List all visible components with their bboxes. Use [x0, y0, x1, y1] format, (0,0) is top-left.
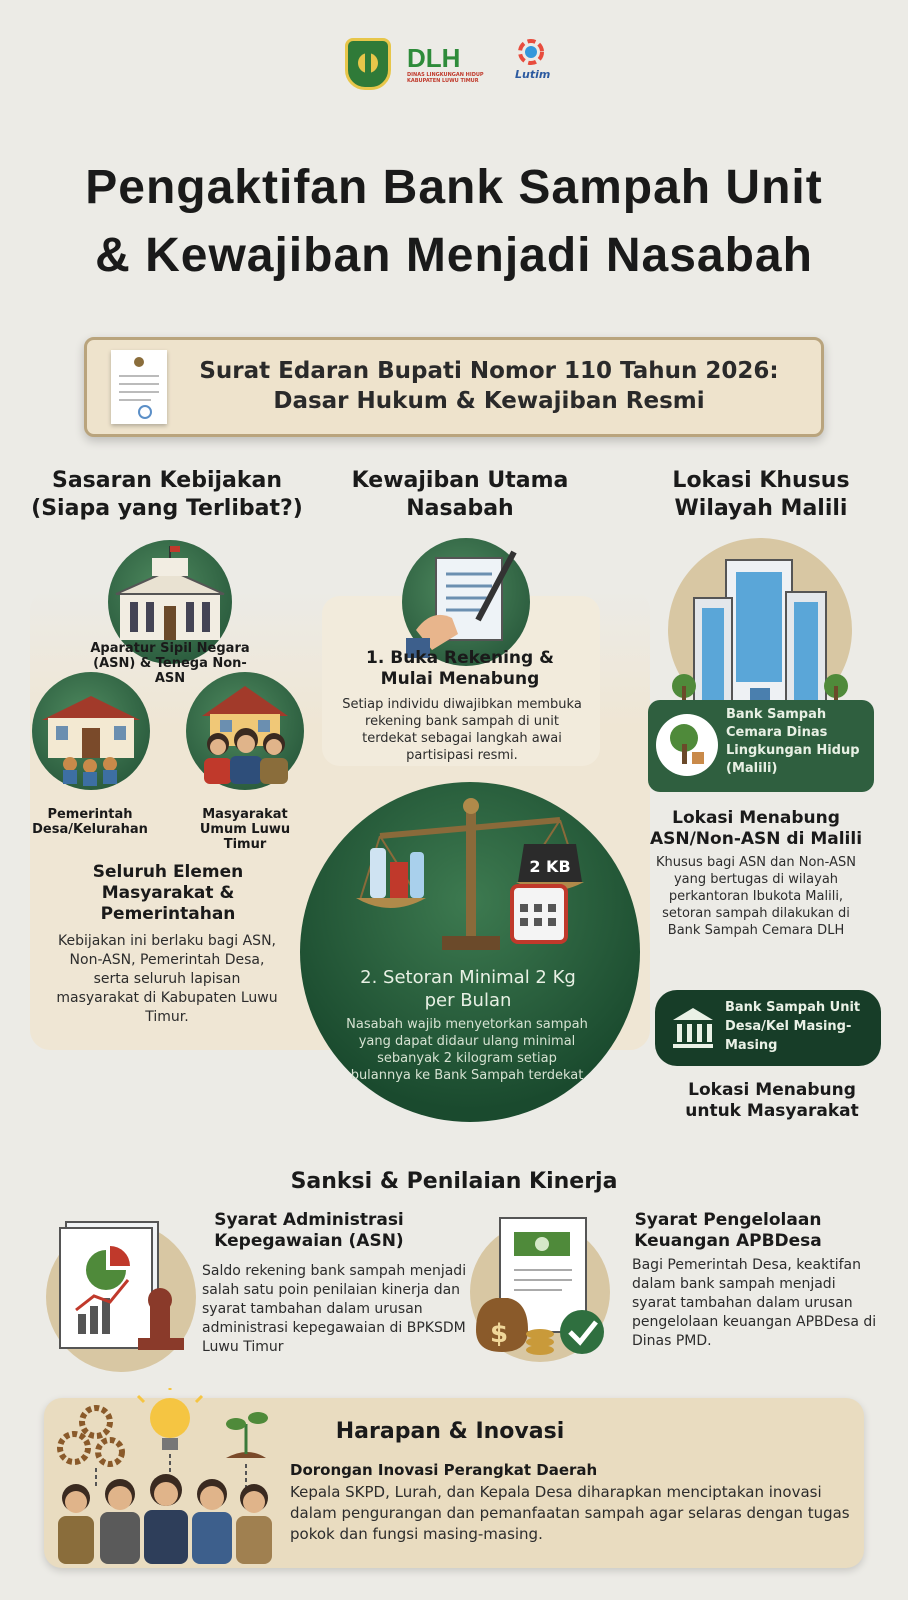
masyarakat-circle — [186, 672, 304, 790]
header-logos — [345, 36, 565, 94]
desa-label: Pemerintah Desa/Kelurahan — [32, 807, 148, 837]
harapan-sub: Dorongan Inovasi Perangkat Daerah — [290, 1461, 598, 1479]
svg-text:$: $ — [490, 1319, 509, 1349]
writing-form-icon — [402, 538, 530, 666]
bank-cemara-box — [648, 700, 874, 792]
left-heading: Sasaran Kebijakan (Siapa yang Terlibat?) — [31, 468, 303, 521]
title-line-2: & Kewajiban Menjadi Nasabah — [95, 229, 813, 282]
dlh-logo-subtext: DINAS LINGKUNGAN HIDUP KABUPATEN LUWU TIMUR — [407, 72, 484, 84]
right-sub-2: Lokasi Menabung untuk Masyarakat — [685, 1080, 859, 1121]
middle-heading: Kewajiban Utama Nasabah — [351, 468, 569, 521]
right-body-1: Khusus bagi ASN dan Non-ASN yang bertugas di wilayah perkantoran Ibukota Malili, setoran sampah dilakukan di Bank Sampah Cemara DLH — [656, 855, 856, 938]
banner-line-1: Surat Edaran Bupati Nomor 110 Tahun 2026: — [199, 358, 779, 384]
left-body: Kebijakan ini berlaku bagi ASN, Non-ASN, Pemerintah Desa, serta seluruh lapisan masyarakat di Kabupaten Luwu Timur. — [56, 933, 278, 1025]
banner-text — [179, 356, 799, 416]
bank-cemara-label: Bank Sampah Cemara Dinas Lingkungan Hidup (Malili) — [726, 707, 860, 776]
buka-rekening-circle — [402, 538, 530, 666]
asn-sanksi-title: Syarat Administrasi Kepegawaian (ASN) — [214, 1210, 404, 1251]
step1-title: 1. Buka Rekening & Mulai Menabung — [366, 648, 554, 689]
weight-label: 2 KB — [529, 857, 571, 876]
harapan-body: Kepala SKPD, Lurah, dan Kepala Desa diharapkan menciptakan inovasi dalam pengurangan dan pemanfaatan sampah agar selaras dengan tugas pokok dan fungsi masing-masing. — [290, 1483, 850, 1543]
desa-sanksi-body: Bagi Pemerintah Desa, keaktifan dalam bank sampah menjadi syarat tambahan dalam urusan pengelolaan keuangan APBDesa di Dinas PMD. — [632, 1257, 877, 1349]
community-people-icon — [186, 672, 304, 790]
svg-text:Lutim: Lutim — [515, 68, 551, 81]
dlh-logo-text: DLH — [407, 43, 461, 73]
step2-title: 2. Setoran Minimal 2 Kg per Bulan — [360, 967, 576, 1011]
luwu-timur-emblem — [345, 38, 391, 90]
bank-unit-label: Bank Sampah Unit Desa/Kel Masing-Masing — [725, 1000, 861, 1053]
lutim-logo — [511, 38, 551, 90]
desa-circle — [32, 672, 150, 790]
building-circle — [668, 538, 852, 722]
banner-line-2: Dasar Hukum & Kewajiban Resmi — [273, 388, 705, 414]
desa-sanksi-title: Syarat Pengelolaan Keuangan APBDesa — [634, 1210, 822, 1251]
asn-label: Aparatur Sipil Negara (ASN) & Tenega Non-ASN — [90, 641, 250, 686]
village-office-icon — [32, 672, 150, 790]
right-heading: Lokasi Khusus Wilayah Malili — [672, 468, 850, 521]
legal-banner — [84, 337, 824, 437]
office-building-icon — [668, 538, 852, 722]
step2-body: Nasabah wajib menyetorkan sampah yang dapat didaur ulang minimal sebanyak 2 kilogram setiap bulannya ke Bank Sampah terdekat — [346, 1017, 588, 1083]
report-chart-icon — [58, 1214, 198, 1364]
dlh-logo — [407, 44, 497, 88]
bank-unit-box — [655, 990, 881, 1066]
sanksi-heading: Sanksi & Penilaian Kinerja — [290, 1169, 618, 1194]
tree-icon — [656, 714, 718, 776]
money-document-icon — [466, 1214, 616, 1364]
innovation-team-icon — [48, 1388, 288, 1568]
document-icon — [111, 350, 167, 424]
bank-building-icon — [669, 1004, 717, 1052]
main-title — [20, 158, 888, 286]
asn-sanksi-body: Saldo rekening bank sampah menjadi salah satu poin penilaian kinerja dan syarat tambahan dalam urusan administrasi kepegawaian di BPKSDM Luwu Timur — [202, 1263, 467, 1355]
left-sub-heading: Seluruh Elemen Masyarakat & Pemerintahan — [92, 862, 244, 924]
harapan-heading: Harapan & Inovasi — [335, 1419, 565, 1444]
title-line-1: Pengaktifan Bank Sampah Unit — [85, 161, 823, 214]
masyarakat-label: Masyarakat Umum Luwu Timur — [199, 807, 291, 852]
right-sub-1: Lokasi Menabung ASN/Non-ASN di Malili — [649, 808, 863, 849]
step1-body: Setiap individu diwajibkan membuka rekening bank sampah di unit terdekat sebagai langkah awai partisipasi resmi. — [342, 697, 582, 763]
